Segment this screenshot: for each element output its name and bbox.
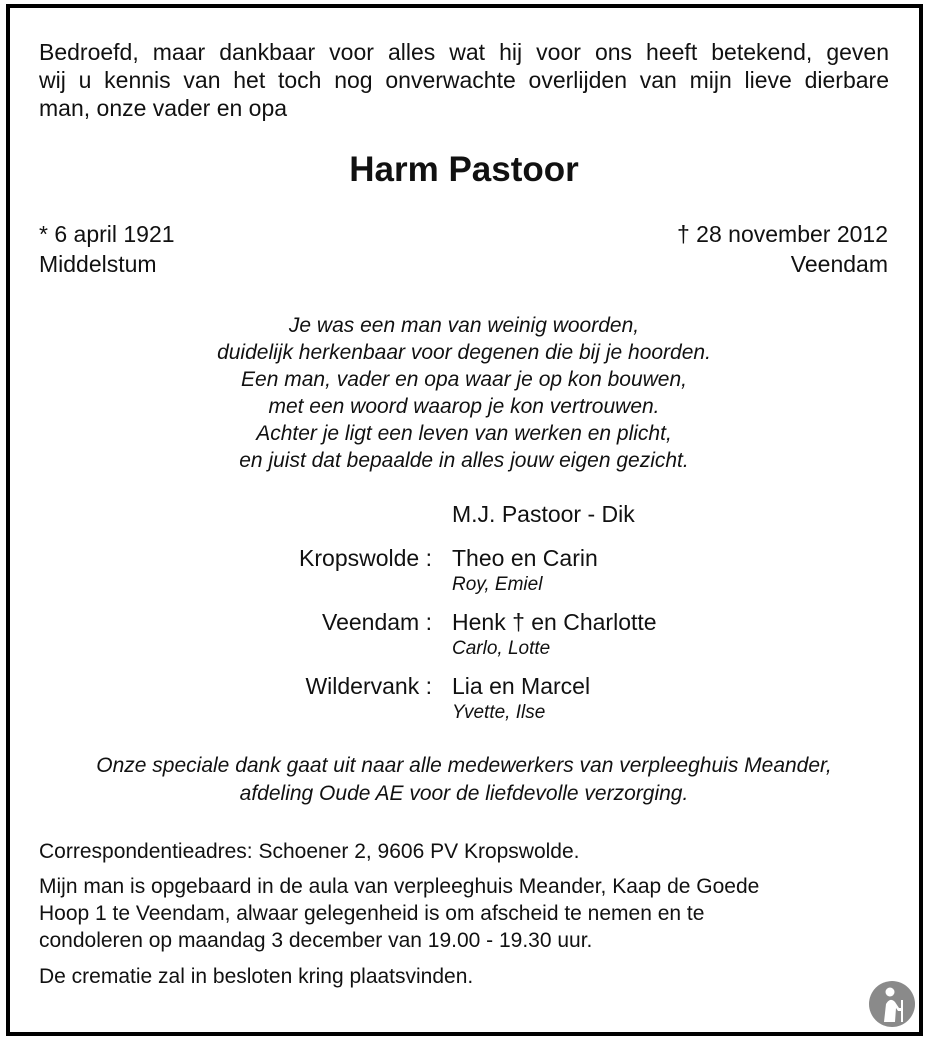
cremation-note: De crematie zal in besloten kring plaatsvinden. (39, 965, 474, 988)
family-names: Theo en Carin (452, 545, 598, 571)
viewing-line: condoleren op maandag 3 december van 19.00 - 19.30 uur. (39, 929, 593, 952)
family-children: Yvette, Ilse (452, 702, 546, 723)
viewing-line: Hoop 1 te Veendam, alwaar gelegenheid is om afscheid te nemen en te (39, 902, 705, 925)
deceased-name: Harm Pastoor (349, 150, 579, 189)
intro-line: wij u kennis van het toch nog onverwachte overlijden van mijn lieve dierbare (39, 67, 889, 93)
thanks-line: afdeling Oude AE voor de liefdevolle verzorging. (239, 782, 689, 805)
family-place: Wildervank : (305, 673, 432, 699)
family-names: Lia en Marcel (452, 673, 591, 699)
viewing-paragraph (39, 873, 759, 954)
family-names: Henk † en Charlotte (452, 609, 657, 635)
memorial-figure-icon (868, 980, 916, 1028)
thanks-line: Onze speciale dank gaat uit naar alle medewerkers van verpleeghuis Meander, (96, 754, 832, 777)
intro-line: Bedroefd, maar dankbaar voor alles wat hij voor ons heeft betekend, geven (39, 39, 889, 65)
death-place: Veendam (790, 251, 888, 277)
death-date: † 28 november 2012 (677, 221, 888, 247)
family-place: Veendam : (322, 609, 432, 635)
viewing-line: Mijn man is opgebaard in de aula van verpleeghuis Meander, Kaap de Goede (39, 875, 760, 898)
poem-line: duidelijk herkenbaar voor degenen die bij je hoorden. (217, 341, 711, 364)
poem-line: met een woord waarop je kon vertrouwen. (268, 395, 660, 418)
family-place: Kropswolde : (299, 545, 432, 571)
family-children: Roy, Emiel (452, 574, 543, 595)
spouse-name: M.J. Pastoor - Dik (452, 501, 635, 527)
intro-paragraph (39, 38, 889, 122)
intro-line: man, onze vader en opa (39, 95, 288, 121)
poem-line: Je was een man van weinig woorden, (288, 314, 640, 337)
poem-line: Een man, vader en opa waar je op kon bouwen, (241, 368, 687, 391)
poem (0, 312, 928, 474)
poem-line: Achter je ligt een leven van werken en plicht, (256, 422, 672, 445)
birth-place: Middelstum (39, 251, 157, 277)
family-children: Carlo, Lotte (452, 638, 551, 659)
birth-date: * 6 april 1921 (39, 221, 175, 247)
correspondence-address: Correspondentieadres: Schoener 2, 9606 PV Kropswolde. (39, 840, 580, 863)
poem-line: en juist dat bepaalde in alles jouw eigen gezicht. (239, 449, 689, 472)
thanks-paragraph (0, 752, 928, 808)
